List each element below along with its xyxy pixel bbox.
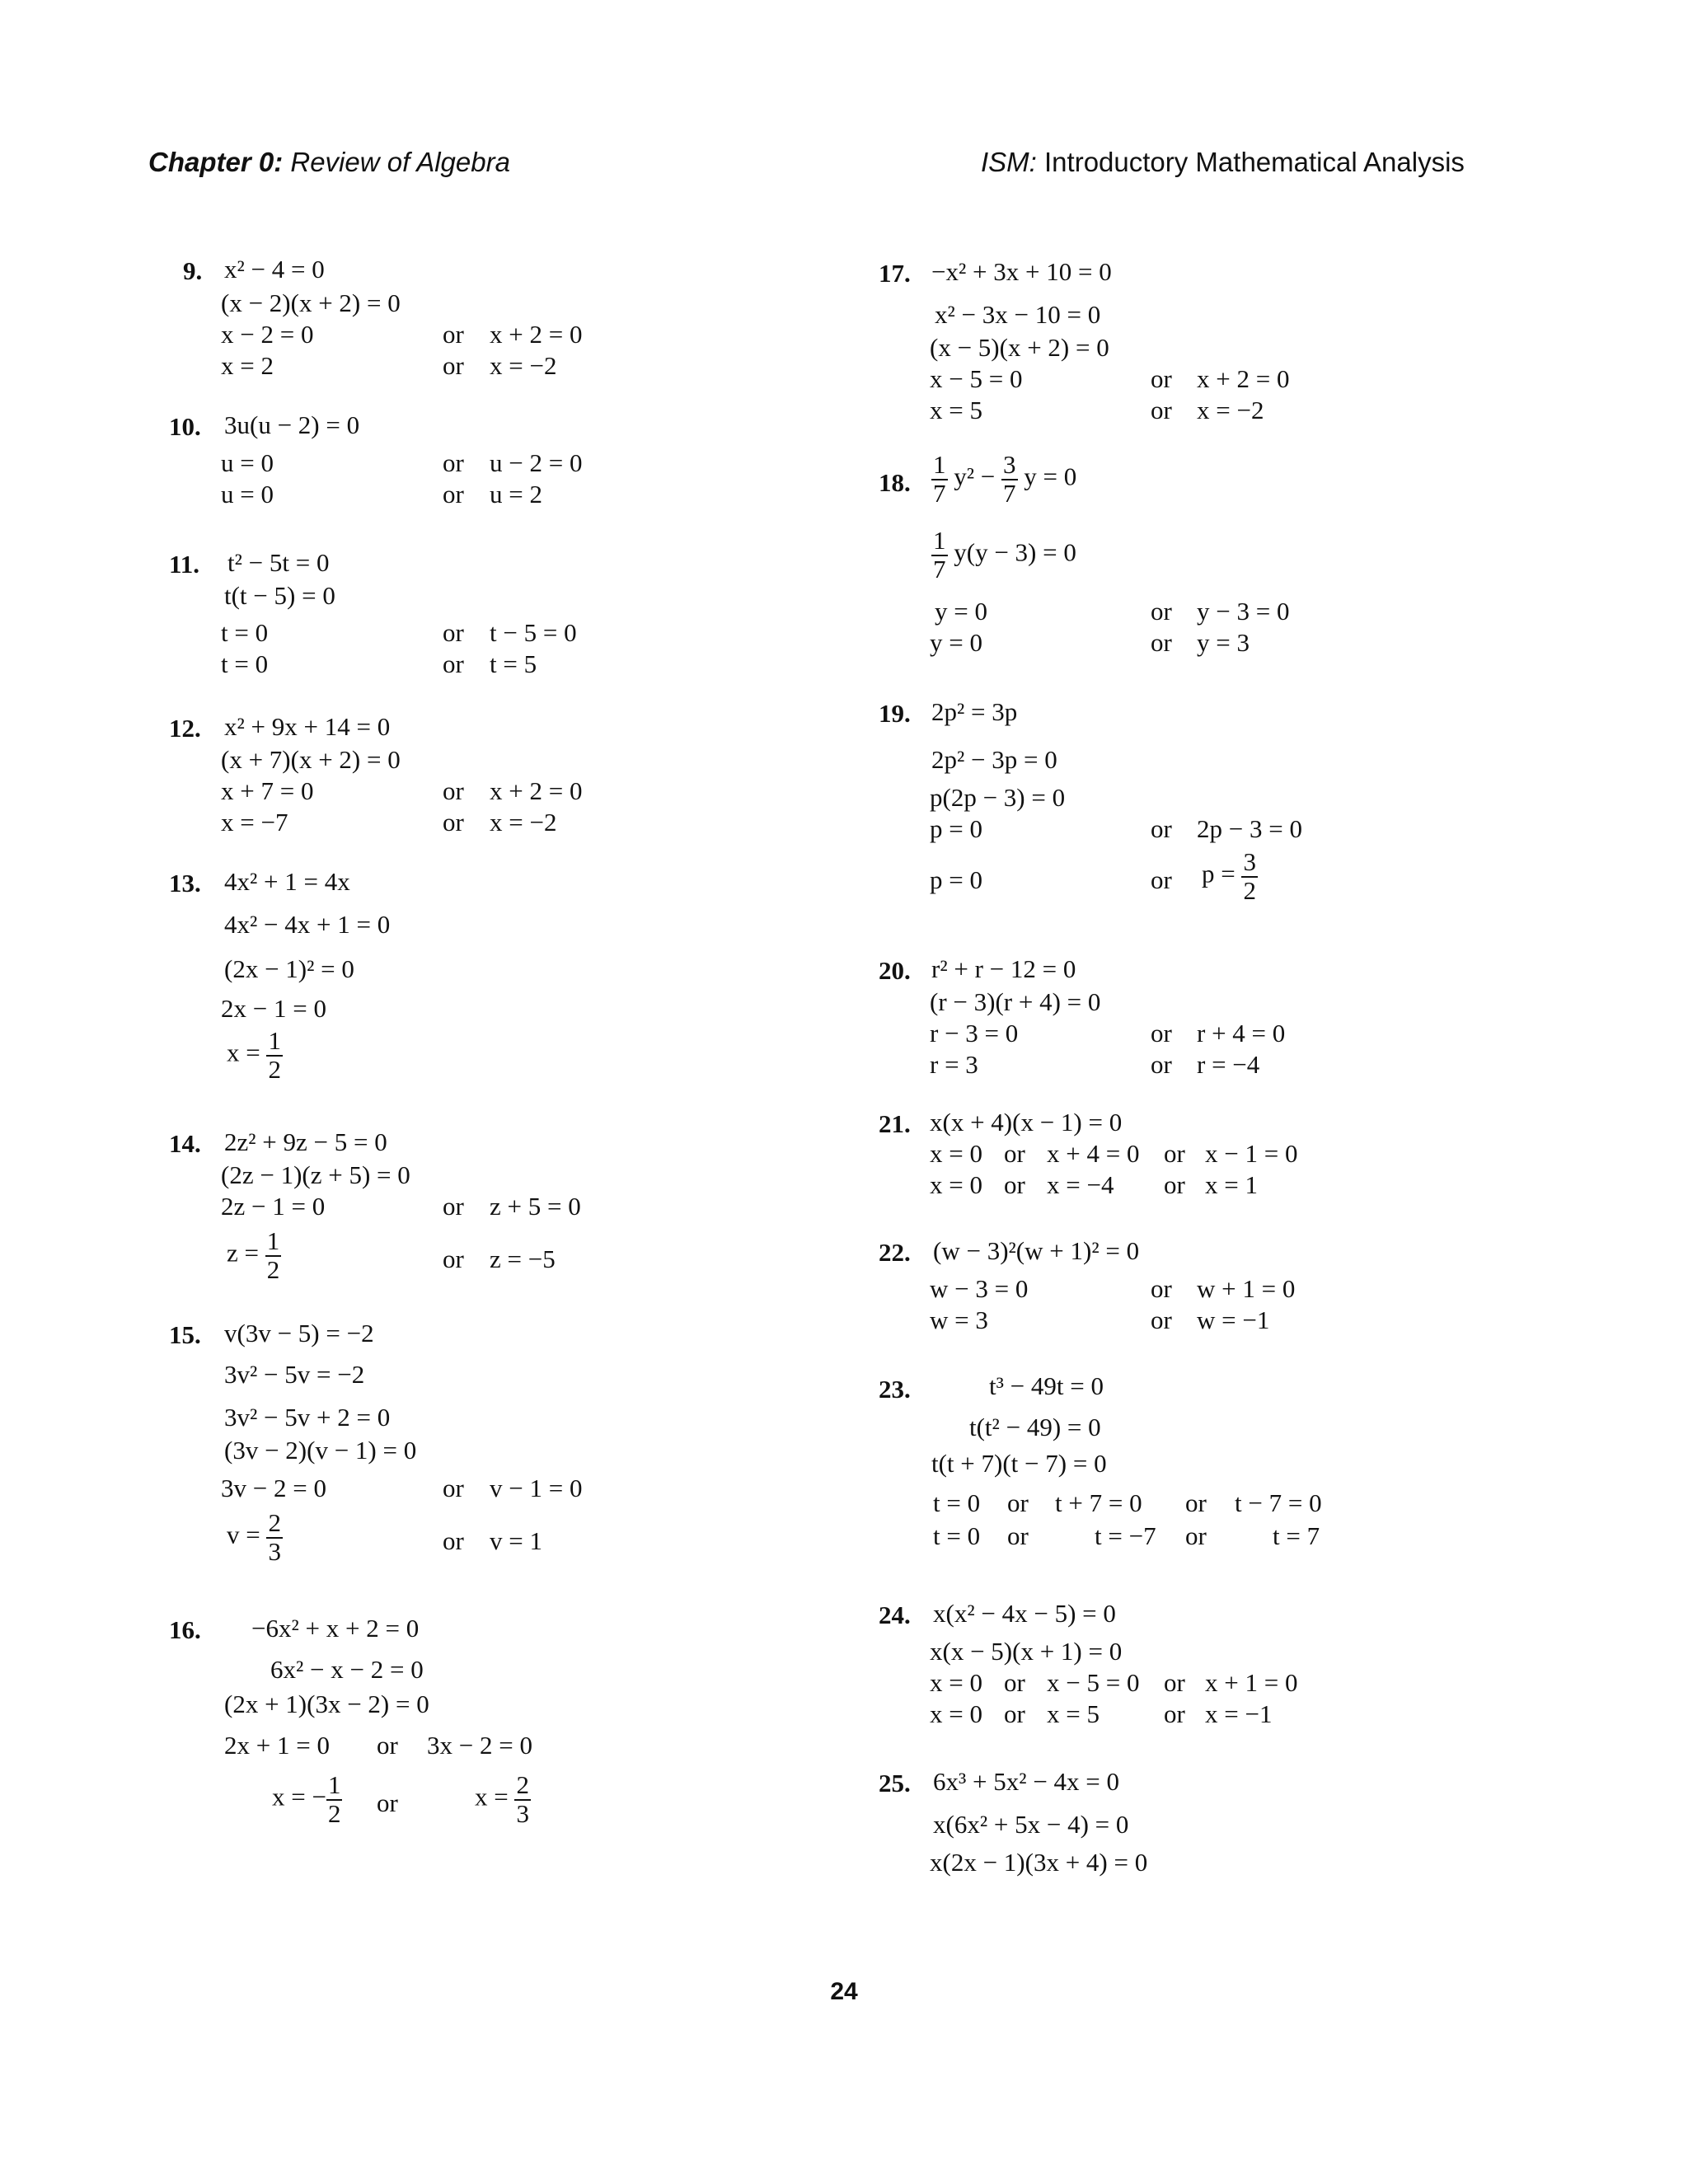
equation-line: x = −2: [1197, 396, 1264, 424]
problem-number: 14.: [169, 1129, 201, 1158]
equation-line: x(x² − 4x − 5) = 0: [933, 1599, 1116, 1628]
or-connector: or: [1151, 1305, 1172, 1334]
equation-line: 3v² − 5v + 2 = 0: [224, 1403, 391, 1432]
equation-line: (x + 7)(x + 2) = 0: [221, 745, 401, 774]
equation-line: x + 2 = 0: [1197, 364, 1290, 393]
or-connector: or: [1164, 1668, 1185, 1697]
or-connector: or: [1004, 1170, 1025, 1199]
equation-line: z = −5: [490, 1244, 556, 1273]
problem-number: 22.: [879, 1238, 911, 1267]
equation-line: x(x − 5)(x + 1) = 0: [930, 1637, 1123, 1666]
equation-line: t = 0: [933, 1488, 981, 1517]
equation-line: x + 1 = 0: [1205, 1668, 1298, 1697]
equation-line: t − 5 = 0: [490, 618, 577, 647]
equation-line: x² − 4 = 0: [224, 255, 325, 284]
or-connector: or: [443, 320, 464, 349]
equation-line: u − 2 = 0: [490, 448, 583, 477]
problem-number: 18.: [879, 468, 911, 497]
fraction: $\frac{2}{3}$: [516, 1770, 529, 1828]
equation-line: t − 7 = 0: [1235, 1488, 1322, 1517]
equation-line: t = 5: [490, 649, 537, 678]
equation-line: (2x − 1)² = 0: [224, 954, 354, 983]
equation-line: u = 2: [490, 480, 542, 509]
book-label: ISM:: [981, 147, 1037, 177]
equation-line: t(t² − 49) = 0: [969, 1413, 1101, 1441]
equation-line: 2z − 1 = 0: [221, 1192, 326, 1221]
equation-line: (x − 5)(x + 2) = 0: [930, 333, 1109, 362]
equation-line: x = 0: [930, 1170, 982, 1199]
or-connector: or: [443, 618, 464, 647]
equation-line: x² + 9x + 14 = 0: [224, 712, 391, 741]
equation-line: 3x − 2 = 0: [427, 1731, 532, 1760]
fraction: $\frac{3}{2}$: [1243, 847, 1256, 905]
or-connector: or: [1151, 628, 1172, 657]
or-connector: or: [1164, 1170, 1185, 1199]
page-number: 24: [830, 1978, 858, 2005]
or-connector: or: [443, 480, 464, 509]
problem-number: 20.: [879, 956, 911, 985]
problem-number: 9.: [183, 256, 203, 285]
equation-line: 3u(u − 2) = 0: [224, 410, 360, 439]
equation-line: v(3v − 5) = −2: [224, 1319, 374, 1347]
equation-line: t = 0: [221, 618, 269, 647]
equation-line: x = 0: [930, 1699, 982, 1728]
or-connector: or: [1151, 396, 1172, 424]
problem-number: 24.: [879, 1601, 911, 1629]
problem-number: 12.: [169, 714, 201, 743]
equation-line: r = −4: [1197, 1050, 1260, 1079]
equation-line: x + 4 = 0: [1047, 1139, 1140, 1168]
fraction: $\frac{1}{2}$: [266, 1226, 280, 1284]
problem-number: 16.: [169, 1615, 201, 1644]
equation-line: y = 0: [930, 628, 982, 657]
problem-number: 13.: [169, 869, 201, 898]
or-connector: or: [1004, 1139, 1025, 1168]
or-connector: or: [1164, 1139, 1185, 1168]
or-connector: or: [1151, 364, 1172, 393]
equation-line: p = 0: [930, 814, 982, 843]
equation-line: x + 2 = 0: [490, 776, 583, 805]
equation-line: x = 5: [1047, 1699, 1100, 1728]
equation-line: x − 1 = 0: [1205, 1139, 1298, 1168]
equation-line: z = $\frac{1}{2}$: [227, 1226, 280, 1284]
equation-line: t³ − 49t = 0: [989, 1371, 1104, 1400]
equation-line: x(2x − 1)(3x + 4) = 0: [930, 1848, 1148, 1877]
equation-line: (w − 3)²(w + 1)² = 0: [933, 1236, 1140, 1265]
or-connector: or: [443, 448, 464, 477]
or-connector: or: [1151, 1050, 1172, 1079]
equation-line: y = 3: [1197, 628, 1250, 657]
equation-line: (3v − 2)(v − 1) = 0: [224, 1436, 417, 1465]
equation-line: t(t − 5) = 0: [224, 581, 335, 610]
equation-line: x = 1: [1205, 1170, 1258, 1199]
equation-line: w = 3: [930, 1305, 988, 1334]
chapter-header: [148, 147, 510, 178]
problem-number: 21.: [879, 1109, 911, 1138]
equation-line: x = −4: [1047, 1170, 1114, 1199]
equation-line: x + 2 = 0: [490, 320, 583, 349]
or-connector: or: [1151, 865, 1172, 894]
equation-line: 4x² + 1 = 4x: [224, 867, 350, 896]
equation-line: x = $\frac{1}{2}$: [227, 1026, 281, 1084]
equation-line: 2p² = 3p: [931, 697, 1018, 726]
equation-line: r = 3: [930, 1050, 978, 1079]
equation-line: w = −1: [1197, 1305, 1270, 1334]
equation-line: t² − 5t = 0: [227, 548, 330, 577]
or-connector: or: [377, 1731, 398, 1760]
fraction: $\frac{1}{7}$: [933, 526, 946, 583]
equation-line: $\frac{1}{7}$ y(y − 3) = 0: [933, 526, 1076, 583]
equation-line: 2p − 3 = 0: [1197, 814, 1302, 843]
equation-line: w − 3 = 0: [930, 1274, 1029, 1303]
or-connector: or: [1151, 1019, 1172, 1047]
or-connector: or: [443, 776, 464, 805]
equation-line: (r − 3)(r + 4) = 0: [930, 987, 1101, 1016]
equation-line: x − 5 = 0: [930, 364, 1023, 393]
equation-line: t = 0: [221, 649, 269, 678]
or-connector: or: [1004, 1668, 1025, 1697]
or-connector: or: [1151, 1274, 1172, 1303]
fraction: $\frac{1}{2}$: [327, 1770, 341, 1828]
or-connector: or: [1004, 1699, 1025, 1728]
equation-line: r + 4 = 0: [1197, 1019, 1286, 1047]
equation-line: 2x − 1 = 0: [221, 994, 326, 1023]
equation-line: 3v² − 5v = −2: [224, 1360, 365, 1389]
equation-line: r² + r − 12 = 0: [931, 954, 1076, 983]
equation-line: p(2p − 3) = 0: [930, 783, 1066, 812]
or-connector: or: [443, 1526, 464, 1555]
equation-line: p = $\frac{3}{2}$: [1202, 847, 1256, 905]
problem-number: 10.: [169, 412, 201, 441]
equation-line: r − 3 = 0: [930, 1019, 1019, 1047]
equation-line: 6x² − x − 2 = 0: [270, 1655, 424, 1684]
chapter-label: Chapter 0:: [148, 147, 284, 177]
or-connector: or: [1185, 1488, 1207, 1517]
equation-line: u = 0: [221, 480, 274, 509]
equation-line: x = − $\frac{1}{2}$: [272, 1770, 341, 1828]
equation-line: t = 0: [933, 1521, 981, 1550]
equation-line: x = $\frac{2}{3}$: [475, 1770, 529, 1828]
equation-line: t + 7 = 0: [1055, 1488, 1142, 1517]
equation-line: x = 0: [930, 1668, 982, 1697]
equation-line: (2z − 1)(z + 5) = 0: [221, 1160, 410, 1189]
or-connector: or: [1007, 1488, 1029, 1517]
equation-line: y − 3 = 0: [1197, 597, 1290, 626]
equation-line: v − 1 = 0: [490, 1474, 583, 1502]
equation-line: t(t + 7)(t − 7) = 0: [931, 1449, 1107, 1478]
fraction: $\frac{1}{7}$: [933, 450, 946, 508]
equation-line: y = 0: [935, 597, 987, 626]
equation-line: z + 5 = 0: [490, 1192, 581, 1221]
equation-line: x(6x² + 5x − 4) = 0: [933, 1810, 1129, 1839]
equation-line: x − 2 = 0: [221, 320, 314, 349]
equation-line: x = −7: [221, 808, 288, 837]
problem-number: 15.: [169, 1320, 201, 1349]
problem-number: 23.: [879, 1375, 911, 1404]
equation-line: −6x² + x + 2 = 0: [251, 1614, 420, 1643]
equation-line: v = $\frac{2}{3}$: [227, 1508, 281, 1566]
equation-line: $\frac{1}{7}$ y² − $\frac{3}{7}$ y = 0: [933, 450, 1077, 508]
fraction: $\frac{1}{2}$: [268, 1026, 281, 1084]
equation-line: (2x + 1)(3x − 2) = 0: [224, 1690, 429, 1718]
book-title: Introductory Mathematical Analysis: [1044, 147, 1465, 177]
or-connector: or: [443, 808, 464, 837]
or-connector: or: [1151, 597, 1172, 626]
fraction: $\frac{3}{7}$: [1003, 450, 1016, 508]
equation-line: w + 1 = 0: [1197, 1274, 1296, 1303]
equation-line: x = −2: [490, 808, 557, 837]
equation-line: x(x + 4)(x − 1) = 0: [930, 1108, 1123, 1137]
book-header: [981, 147, 1465, 178]
equation-line: x² − 3x − 10 = 0: [935, 300, 1101, 329]
problem-number: 17.: [879, 259, 911, 288]
fraction: $\frac{2}{3}$: [268, 1508, 281, 1566]
equation-line: 6x³ + 5x² − 4x = 0: [933, 1767, 1120, 1796]
equation-line: (x − 2)(x + 2) = 0: [221, 288, 401, 317]
equation-line: 2z² + 9z − 5 = 0: [224, 1127, 387, 1156]
equation-line: t = 7: [1273, 1521, 1320, 1550]
equation-line: 2p² − 3p = 0: [931, 745, 1057, 774]
or-connector: or: [443, 1244, 464, 1273]
equation-line: v = 1: [490, 1526, 542, 1555]
or-connector: or: [1164, 1699, 1185, 1728]
equation-line: t = −7: [1095, 1521, 1156, 1550]
or-connector: or: [443, 649, 464, 678]
or-connector: or: [443, 351, 464, 380]
equation-line: −x² + 3x + 10 = 0: [931, 257, 1112, 286]
chapter-title: Review of Algebra: [290, 147, 510, 177]
equation-line: u = 0: [221, 448, 274, 477]
problem-number: 25.: [879, 1769, 911, 1797]
or-connector: or: [1151, 814, 1172, 843]
equation-line: x = −2: [490, 351, 557, 380]
or-connector: or: [1185, 1521, 1207, 1550]
equation-line: 3v − 2 = 0: [221, 1474, 326, 1502]
equation-line: x + 7 = 0: [221, 776, 314, 805]
equation-line: x − 5 = 0: [1047, 1668, 1140, 1697]
or-connector: or: [443, 1474, 464, 1502]
problem-number: 19.: [879, 699, 911, 728]
equation-line: x = 5: [930, 396, 982, 424]
equation-line: x = 2: [221, 351, 274, 380]
equation-line: x = 0: [930, 1139, 982, 1168]
equation-line: 4x² − 4x + 1 = 0: [224, 910, 391, 939]
or-connector: or: [443, 1192, 464, 1221]
or-connector: or: [377, 1788, 398, 1817]
equation-line: 2x + 1 = 0: [224, 1731, 330, 1760]
problem-number: 11.: [169, 550, 200, 579]
or-connector: or: [1007, 1521, 1029, 1550]
equation-line: x = −1: [1205, 1699, 1273, 1728]
equation-line: p = 0: [930, 865, 982, 894]
